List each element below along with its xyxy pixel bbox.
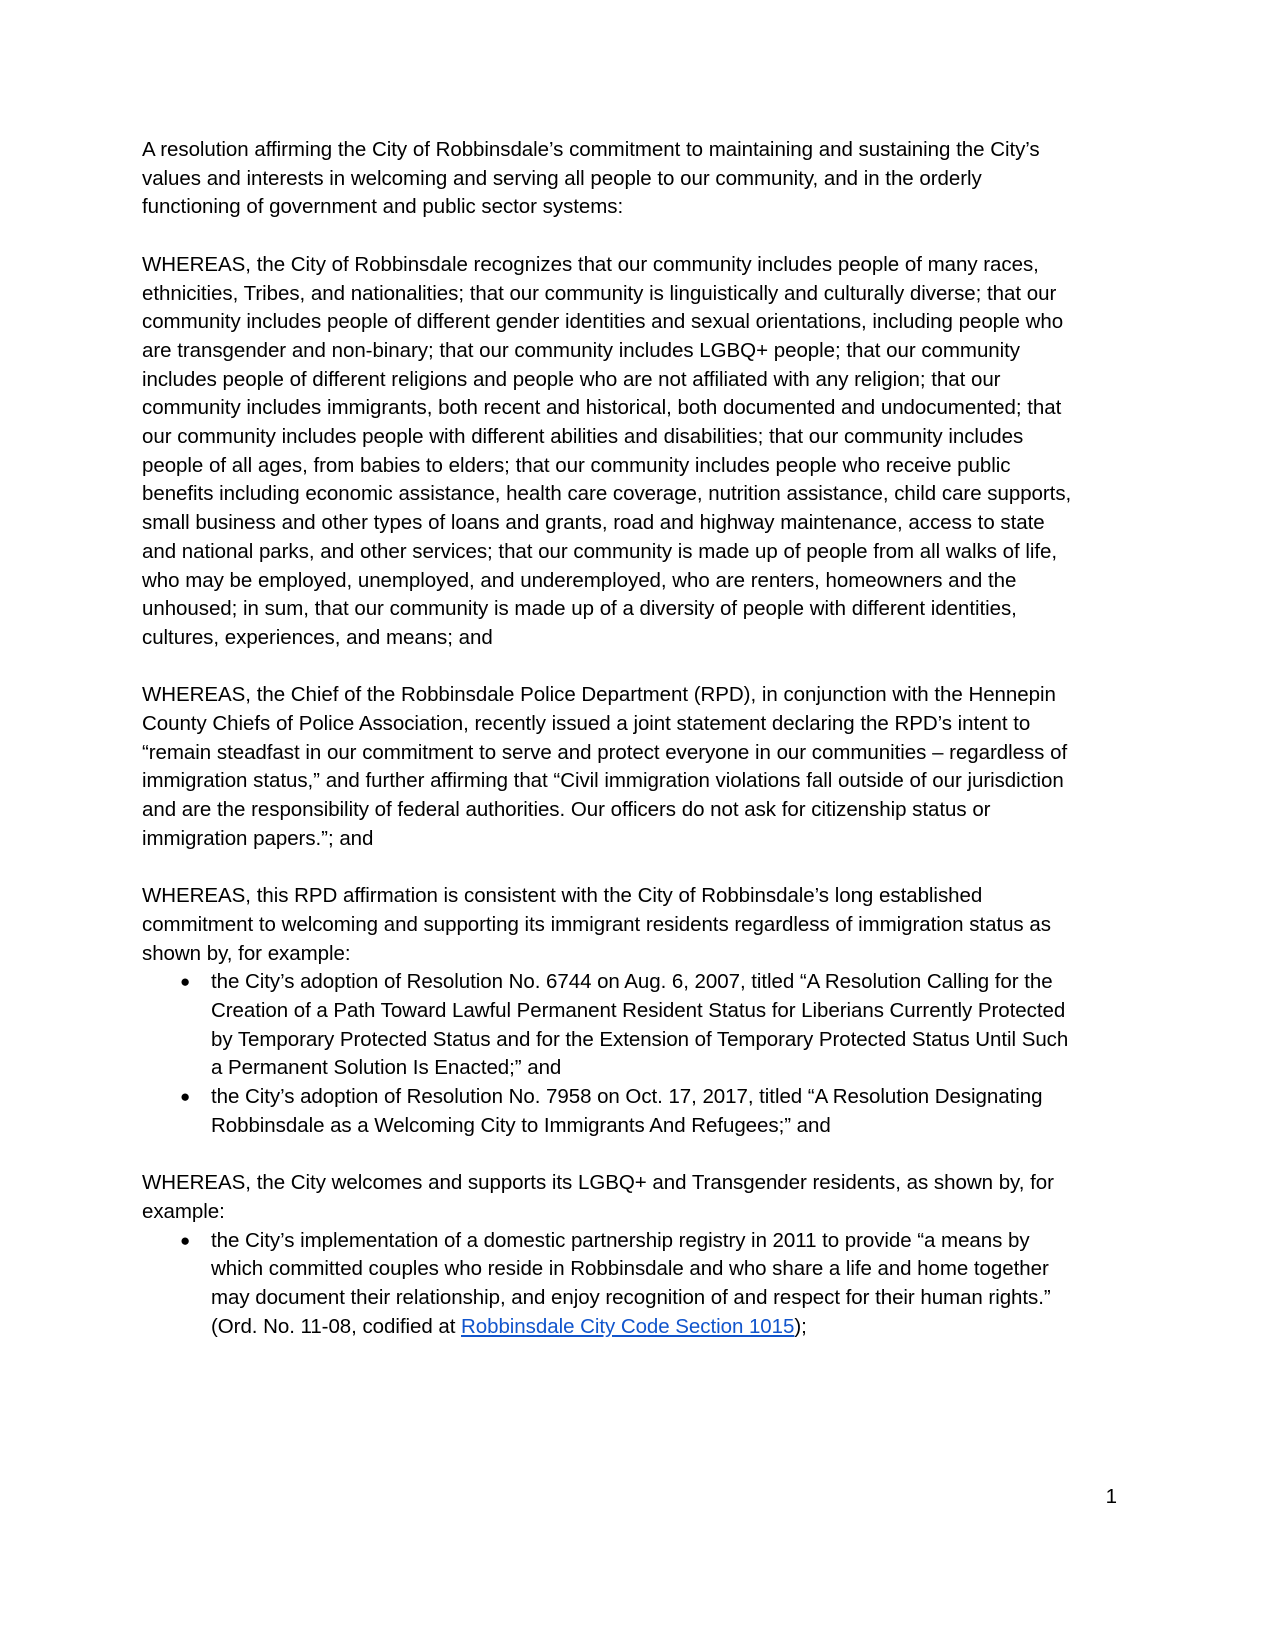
paragraph-intro: A resolution affirming the City of Robbinsdale’s commitment to maintaining and sustaining the City’s values and interests in welcoming and serving all people to our community, and in the orderly functioning of government and public sector systems: xyxy=(142,138,1040,219)
bullet-icon: ● xyxy=(180,972,191,992)
page-number: 1 xyxy=(1105,1485,1117,1508)
list-item xyxy=(142,1227,1075,1342)
list-item xyxy=(142,968,1075,1083)
paragraph-whereas-3: WHEREAS, this RPD affirmation is consistent with the City of Robbinsdale’s long established commitment to welcoming and supporting its immigrant residents regardless of immigration status as shown by, for example: xyxy=(142,884,1051,965)
paragraph-spacer xyxy=(142,653,1075,682)
paragraph-whereas-1: WHEREAS, the City of Robbinsdale recognizes that our community includes people of many races, ethnicities, Tribes, and nationalities; that our community is linguistically and culturally diverse; that our community includes people of different gender identities and sexual orientations, including people who are transgender and non-binary; that our community includes LGBQ+ people; that our community includes people of different religions and people who are not affiliated with any religion; that our community includes immigrants, both recent and historical, both documented and undocumented; that our community includes people with different abilities and disabilities; that our community includes people of all ages, from babies to elders; that our community includes people who receive public benefits including economic assistance, health care coverage, nutrition assistance, child care supports, small business and other types of loans and grants, road and highway maintenance, access to state and national parks, and other services; that our community is made up of people from all walks of life, who may be employed, unemployed, and underemployed, who are renters, homeowners and the unhoused; in sum, that our community is made up of a diversity of people with different identities, cultures, experiences, and means; and xyxy=(142,252,1072,649)
bullet-icon: ● xyxy=(180,1087,191,1107)
paragraph-spacer xyxy=(142,1141,1075,1170)
paragraph-whereas-4: WHEREAS, the City welcomes and supports its LGBQ+ and Transgender residents, as shown by, for example: xyxy=(142,1171,1054,1223)
list-item-text: the City’s implementation of a domestic partnership registry in 2011 to provide “a means by which committed couples who reside in Robbinsdale and who share a life and home together may document their relationship, and enjoy recognition of and respect for their human rights.” (Ord. No. 11-08, codified at xyxy=(211,1228,1051,1338)
immigration-examples-list xyxy=(142,968,1075,1140)
document-body xyxy=(142,136,1075,1341)
robbinsdale-city-code-link[interactable]: Robbinsdale City Code Section 1015 xyxy=(461,1314,795,1338)
list-item-text-suffix: ); xyxy=(794,1314,807,1338)
paragraph-whereas-2: WHEREAS, the Chief of the Robbinsdale Police Department (RPD), in conjunction with the Hennepin County Chiefs of Police Association, recently issued a joint statement declaring the RPD’s intent to “remain steadfast in our commitment to serve and protect everyone in our communities – regardless of immigration status,” and further affirming that “Civil immigration violations fall outside of our jurisdiction and are the responsibility of federal authorities. Our officers do not ask for citizenship status or immigration papers.”; and xyxy=(142,683,1068,850)
list-item-text: the City’s adoption of Resolution No. 7958 on Oct. 17, 2017, titled “A Resolution Designating Robbinsdale as a Welcoming City to Immigrants And Refugees;” and xyxy=(211,1085,1043,1137)
list-item-text: the City’s adoption of Resolution No. 6744 on Aug. 6, 2007, titled “A Resolution Calling for the Creation of a Path Toward Lawful Permanent Resident Status for Liberians Currently Protected by Temporary Protected Status and for the Extension of Temporary Protected Status Until Such a Permanent Solution Is Enacted;” and xyxy=(211,970,1069,1080)
paragraph-spacer xyxy=(142,222,1075,251)
bullet-icon: ● xyxy=(180,1230,191,1250)
lgbq-examples-list xyxy=(142,1227,1075,1342)
paragraph-spacer xyxy=(142,854,1075,883)
list-item xyxy=(142,1083,1075,1140)
